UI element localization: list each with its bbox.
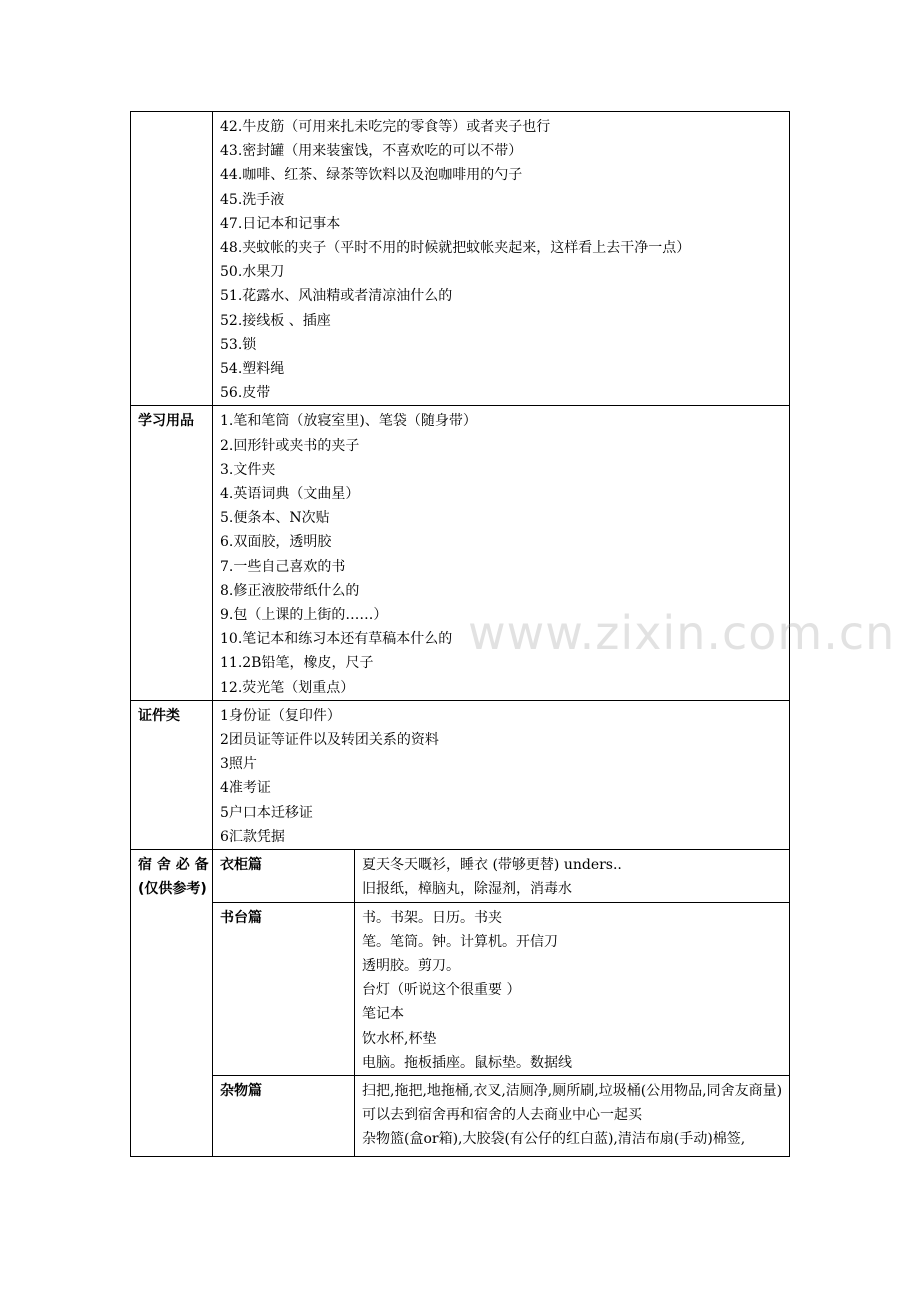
list-item: 旧报纸，樟脑丸，除湿剂，消毒水 [362,881,572,898]
dorm-desk-row [131,902,790,1075]
list-item: 45.洗手液 [220,191,285,208]
list-item: 48.夹蚊帐的夹子（平时不用的时候就把蚊帐夹起来，这样看上去干净一点） [220,240,691,257]
list-item: 夏天冬天嘅衫，睡衣 (带够更替) unders.. [362,857,622,874]
misc-paragraph: 杂物篮(盒or箱),大胶袋(有公仔的红白蓝),清洁布扇(手动)棉签, [362,1131,746,1148]
list-item: 3.文件夹 [220,461,276,478]
list-item: 笔记本 [362,1006,404,1023]
desk-items [355,902,790,1075]
wardrobe-heading: 衣柜篇 [213,850,355,902]
study-supplies-items [213,406,790,700]
list-item: 54.塑料绳 [220,361,285,378]
list-item: 4准考证 [220,780,271,797]
list-item: 5户口本迁移证 [220,804,313,821]
continued-row [131,112,790,406]
list-item: 50.水果刀 [220,264,285,281]
documents-row [131,700,790,849]
dorm-heading-line2: (仅供参考) [138,881,207,898]
list-item: 2.回形针或夹书的夹子 [220,437,360,454]
misc-paragraph: 扫把,拖把,地拖桶,衣叉,洁厕净,厕所刷,垃圾桶(公用物品,同舍友商量)可以去到宿舍再和宿舍的人去商业中心一起买 [362,1082,783,1124]
list-item: 8.修正液胶带纸什么的 [220,582,360,599]
list-item: 6.双面胶，透明胶 [220,534,332,551]
list-item: 饮水杯,杯垫 [362,1030,437,1047]
list-item: 44.咖啡、红茶、绿茶等饮料以及泡咖啡用的勺子 [220,167,523,184]
list-item: 7.一些自己喜欢的书 [220,558,346,575]
list-item: 10.笔记本和练习本还有草稿本什么的 [220,631,453,648]
list-item: 台灯（听说这个很重要 ） [362,982,521,999]
continued-category-cell [131,112,213,406]
list-item: 53.锁 [220,336,257,353]
list-item: 1身份证（复印件） [220,707,341,724]
dorm-misc-row [131,1075,790,1156]
misc-heading: 杂物篇 [213,1075,355,1156]
list-item: 43.密封罐（用来装蜜饯，不喜欢吃的可以不带） [220,143,523,160]
list-item: 12.荧光笔（划重点） [220,679,355,696]
list-item: 6汇款凭据 [220,828,285,845]
list-item: 51.花露水、风油精或者清凉油什么的 [220,288,453,305]
desk-heading: 书台篇 [213,902,355,1075]
list-item: 1.笔和笔筒（放寝室里)、笔袋（随身带） [220,413,477,430]
documents-heading: 证件类 [131,700,213,849]
list-item: 42.牛皮筋（可用来扎未吃完的零食等）或者夹子也行 [220,119,551,135]
documents-items [213,700,790,849]
list-item: 透明胶。剪刀。 [362,957,460,974]
list-item: 47.日记本和记事本 [220,215,341,232]
dorm-essentials-heading [131,850,213,1156]
list-item: 电脑。拖板插座。鼠标垫。数据线 [362,1054,572,1071]
list-item: 2团员证等证件以及转团关系的资料 [220,732,439,749]
list-item: 11.2B铅笔，橡皮，尺子 [220,655,374,672]
list-item: 52.接线板 、插座 [220,312,331,329]
dorm-wardrobe-row [131,850,790,902]
continued-items-cell [213,112,790,406]
list-item: 书。书架。日历。书夹 [362,909,502,926]
misc-items [355,1075,790,1156]
list-item: 56.皮带 [220,385,271,402]
watermark: www.zixin.com.cn [468,606,896,660]
wardrobe-items [355,850,790,902]
study-supplies-row [131,406,790,700]
checklist-table [130,111,790,1157]
list-item: 9.包（上课的上街的……） [220,607,388,624]
list-item: 3照片 [220,756,257,773]
list-item: 5.便条本、N次贴 [220,510,330,527]
list-item: 4.英语词典（文曲星） [220,486,360,503]
study-supplies-heading: 学习用品 [131,406,213,700]
list-item: 笔。笔筒。钟。计算机。开信刀 [362,933,558,950]
dorm-heading-line1: 宿 舍 必 备 [138,857,209,874]
